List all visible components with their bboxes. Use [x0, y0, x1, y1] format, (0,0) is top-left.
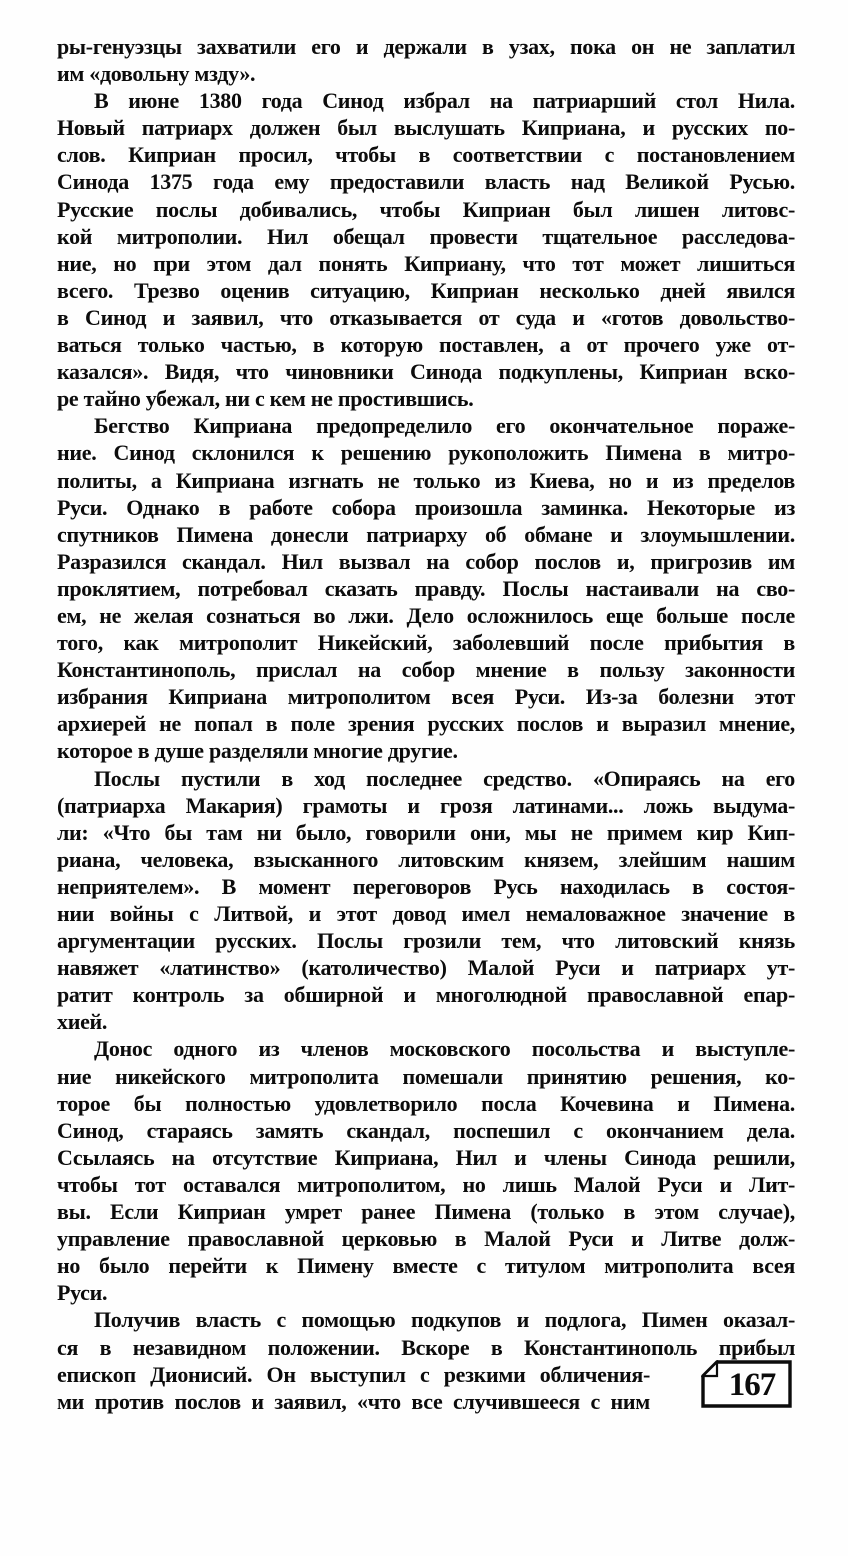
text-line: спутников Пимена донесли патриарху об обмане и злоумышлении.	[57, 521, 795, 547]
text-line: (патриарха Макария) грамоты и грозя латинами... ложь выдума-	[57, 792, 795, 818]
text-line: ся в незавидном положении. Вскоре в Константинополь прибыл	[57, 1334, 795, 1360]
text-line: ние, но при этом дал понять Киприану, что тот может лишиться	[57, 250, 795, 276]
page-number-box	[701, 1360, 793, 1409]
text-line: им «довольну мзду».	[57, 61, 256, 87]
text-line: избрания Киприана митрополитом всея Руси. Из-за болезни этот	[57, 684, 795, 710]
paragraph	[57, 87, 795, 412]
text-line: ми против послов и заявил, «что все случившееся с ним	[57, 1388, 650, 1414]
paragraph	[57, 765, 795, 1036]
text-line: нии войны с Литвой, и этот довод имел немаловажное значение в	[57, 901, 795, 926]
text-line: торое бы полностью удовлетворило посла Кочевина и Пимена.	[57, 1090, 795, 1116]
text-line: всего. Трезво оценив ситуацию, Киприан несколько дней явился	[57, 277, 795, 303]
text-line: ние. Синод склонился к решению рукоположить Пимена в митро-	[57, 440, 795, 466]
text-line: епископ Дионисий. Он выступил с резкими обличения-	[57, 1361, 650, 1387]
text-line: которое в душе разделяли многие другие.	[57, 738, 458, 764]
text-line: в Синод и заявил, что отказывается от суда и «готов довольство-	[57, 304, 795, 330]
text-line: аргументации русских. Послы грозили тем, что литовский князь	[57, 928, 795, 954]
text-line: навяжет «латинство» (католичество) Малой Руси и патриарх ут-	[57, 955, 795, 981]
text-line: вы. Если Киприан умрет ранее Пимена (только в этом случае),	[57, 1199, 795, 1225]
text-line: Синода 1375 года ему предоставили власть над Великой Русью.	[57, 169, 795, 195]
text-line: ры-генуэзцы захватили его и держали в узах, пока он не заплатил	[57, 34, 795, 59]
text-line: В июне 1380 года Синод избрал на патриарший стол Нила.	[94, 88, 795, 114]
text-line: ли: «Что бы там ни было, говорили они, мы не примем кир Кип-	[57, 819, 795, 845]
text-line: проклятием, потребовал сказать правду. Послы настаивали на сво-	[57, 575, 795, 601]
text-line: Донос одного из членов московского посольства и выступле-	[94, 1036, 795, 1062]
text-line: ние никейского митрополита помешали принятию решения, ко-	[57, 1063, 795, 1089]
text-line: чтобы тот оставался митрополитом, но лишь Малой Руси и Лит-	[57, 1171, 795, 1197]
text-line: ре тайно убежал, ни с кем не простившись.	[57, 386, 474, 412]
page-number: 167	[728, 1367, 776, 1403]
text-line: Руси.	[57, 1280, 108, 1306]
text-line: Ссылаясь на отсутствие Киприана, Нил и члены Синода решили,	[57, 1144, 795, 1170]
text-line: Русские послы добивались, чтобы Киприан был лишен литовс-	[57, 196, 795, 222]
text-line: политы, а Киприана изгнать не только из Киева, но и из пределов	[57, 467, 795, 493]
text-line: Константинополь, прислал на собор мнение в пользу законности	[57, 657, 795, 683]
text-line: ваться только частью, в которую поставлен, а от прочего уже от-	[57, 332, 795, 358]
text-line: Синод, стараясь замять скандал, поспешил с окончанием дела.	[57, 1117, 795, 1143]
text-line: Новый патриарх должен был выслушать Киприана, и русских по-	[57, 115, 795, 141]
text-line: казался». Видя, что чиновники Синода подкуплены, Киприан вско-	[57, 359, 795, 385]
paragraph	[57, 1306, 795, 1414]
paragraph	[57, 33, 795, 87]
text-line: но было перейти к Пимену вместе с титулом митрополита всея	[57, 1253, 795, 1279]
text-line: ем, не желая сознаться во лжи. Дело осложнилось еще больше после	[57, 602, 795, 628]
text-line: архиерей не попал в поле зрения русских послов и выразил мнение,	[57, 711, 795, 737]
text-line: риана, человека, взысканного литовским князем, злейшим нашим	[57, 846, 795, 872]
text-line: Руси. Однако в работе собора произошла заминка. Некоторые из	[57, 494, 795, 520]
page-text	[57, 33, 795, 1415]
text-line: неприятелем». В момент переговоров Русь находилась в состоя-	[57, 873, 795, 899]
text-line: Разразился скандал. Нил вызвал на собор послов и, пригрозив им	[57, 548, 795, 574]
text-line: Послы пустили в ход последнее средство. «Опираясь на его	[94, 765, 795, 791]
paragraph	[57, 412, 795, 764]
text-line: слов. Киприан просил, чтобы в соответствии с постановлением	[57, 142, 795, 168]
text-line: того, как митрополит Никейский, заболевший после прибытия в	[57, 630, 795, 656]
text-line: Бегство Киприана предопределило его окончательное пораже-	[94, 413, 795, 439]
text-line: хией.	[57, 1009, 108, 1035]
paragraph	[57, 1035, 795, 1306]
text-line: Получив власть с помощью подкупов и подлога, Пимен оказал-	[94, 1307, 795, 1333]
text-line: управление православной церковью в Малой Руси и Литве долж-	[57, 1226, 795, 1252]
text-line: ратит контроль за обширной и многолюдной православной епар-	[57, 982, 795, 1008]
text-line: кой митрополии. Нил обещал провести тщательное расследова-	[57, 223, 795, 249]
